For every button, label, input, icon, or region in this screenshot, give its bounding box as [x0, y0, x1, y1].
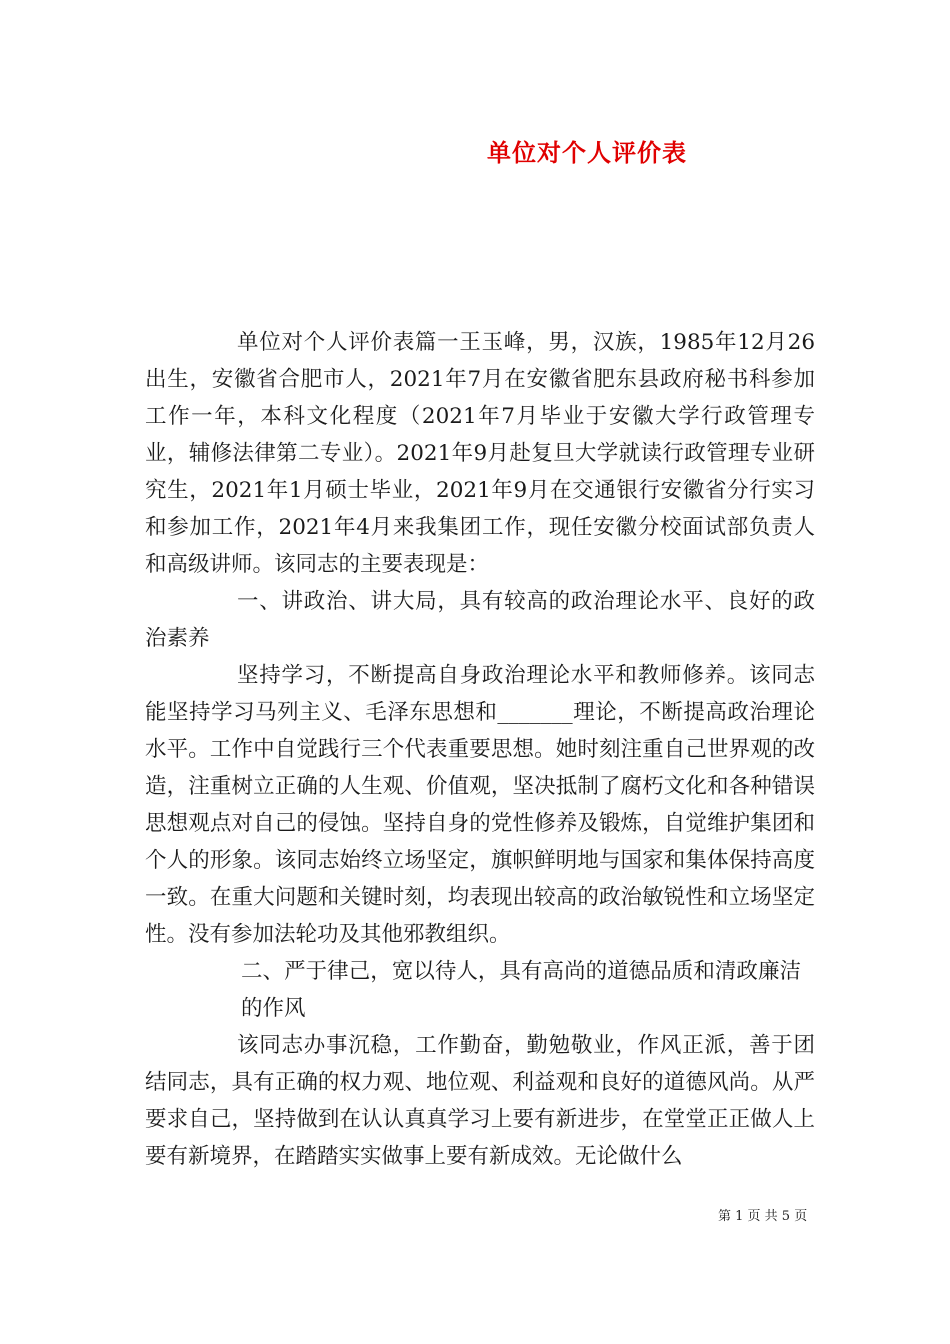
page-number: 第 1 页 共 5 页 [718, 1209, 808, 1224]
intro-paragraph: 单位对个人评价表篇一王玉峰，男，汉族，1985年12月26出生，安徽省合肥市人，2021年7月在安徽省肥东县政府秘书科参加工作一年，本科文化程度（2021年7月毕业于安徽大学行政管理专业，辅修法律第二专业）。2021年9月赴复旦大学就读行政管理专业研究生，2021年1月硕士毕业，2021年9月在交通银行安徽省分行实习和参加工作，2021年4月来我集团工作，现任安徽分校面试部负责人和高级讲师。该同志的主要表现是： [145, 330, 815, 577]
section-2-paragraph: 该同志办事沉稳，工作勤奋，勤勉敬业，作风正派，善于团结同志，具有正确的权力观、地位观、利益观和良好的道德风尚。从严要求自己，坚持做到在认认真真学习上要有新进步，在堂堂正正做人上要有新境界，在踏踏实实做事上要有新成效。无论做什么 [145, 1033, 815, 1169]
document-body [145, 324, 815, 1175]
document-title: 单位对个人评价表 [487, 138, 687, 167]
section-heading-2: 二、严于律己，宽以待人，具有高尚的道德品质和清政廉洁的作风 [241, 959, 801, 1021]
section-heading-1: 一、讲政治、讲大局，具有较高的政治理论水平、良好的政治素养 [145, 589, 815, 651]
section-1-paragraph: 坚持学习，不断提高自身政治理论水平和教师修养。该同志能坚持学习马列主义、毛泽东思想和_______理论，不断提高政治理论水平。工作中自觉践行三个代表重要思想。她时刻注重自己世界观的改造，注重树立正确的人生观、价值观，坚决抵制了腐朽文化和各种错误思想观点对自己的侵蚀。坚持自身的党性修养及锻炼，自觉维护集团和个人的形象。该同志始终立场坚定，旗帜鲜明地与国家和集体保持高度一致。在重大问题和关键时刻，均表现出较高的政治敏锐性和立场坚定性。没有参加法轮功及其他邪教组织。 [145, 663, 815, 947]
